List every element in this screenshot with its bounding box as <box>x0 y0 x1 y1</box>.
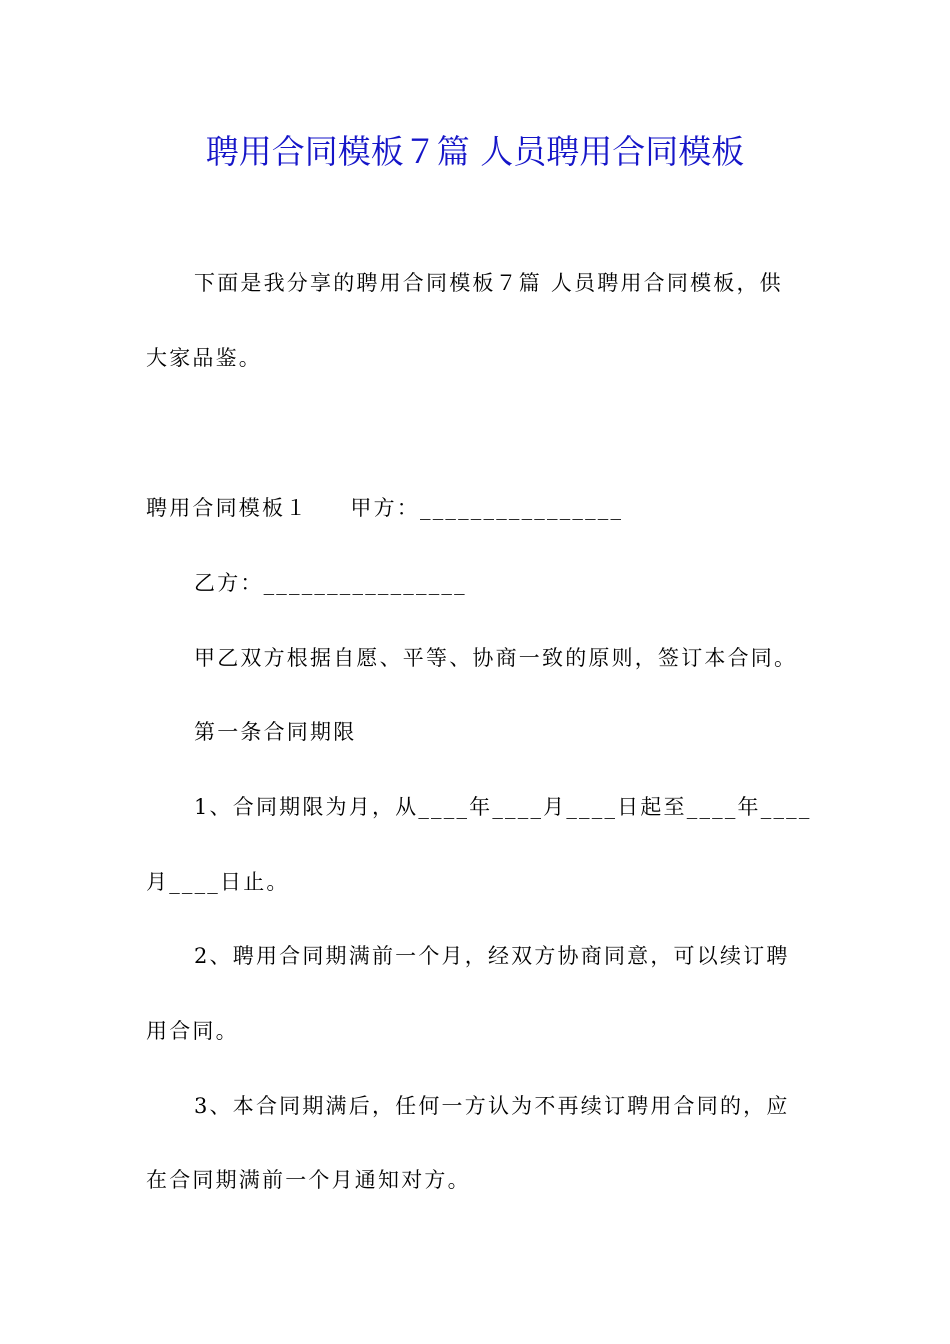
document-title: 聘用合同模板７篇 人员聘用合同模板 <box>205 132 745 171</box>
template1-heading: 聘用合同模板１ <box>146 496 309 520</box>
clause2-line-2: 用合同。 <box>146 1019 239 1043</box>
clause3-line-1: 3、本合同期满后，任何一方认为不再续订聘用合同的，应 <box>194 1094 790 1118</box>
party-b-field: 乙方：________________ <box>194 571 467 595</box>
template1-heading-row <box>146 493 623 523</box>
intro-line-1: 下面是我分享的聘用合同模板７篇 人员聘用合同模板，供 <box>194 271 783 295</box>
clause1-line-1: 1、合同期限为月，从____年____月____日起至____年____ <box>194 795 812 819</box>
intro-line-2: 大家品鉴。 <box>146 346 262 370</box>
clause1-line-2: 月____日止。 <box>146 870 290 894</box>
clause3-line-2: 在合同期满前一个月通知对方。 <box>146 1168 471 1192</box>
principle-text: 甲乙双方根据自愿、平等、协商一致的原则，签订本合同。 <box>194 646 798 670</box>
party-a-field: 甲方：________________ <box>350 496 624 520</box>
article1-title: 第一条合同期限 <box>194 720 357 744</box>
clause2-line-1: 2、聘用合同期满前一个月，经双方协商同意，可以续订聘 <box>194 944 790 968</box>
